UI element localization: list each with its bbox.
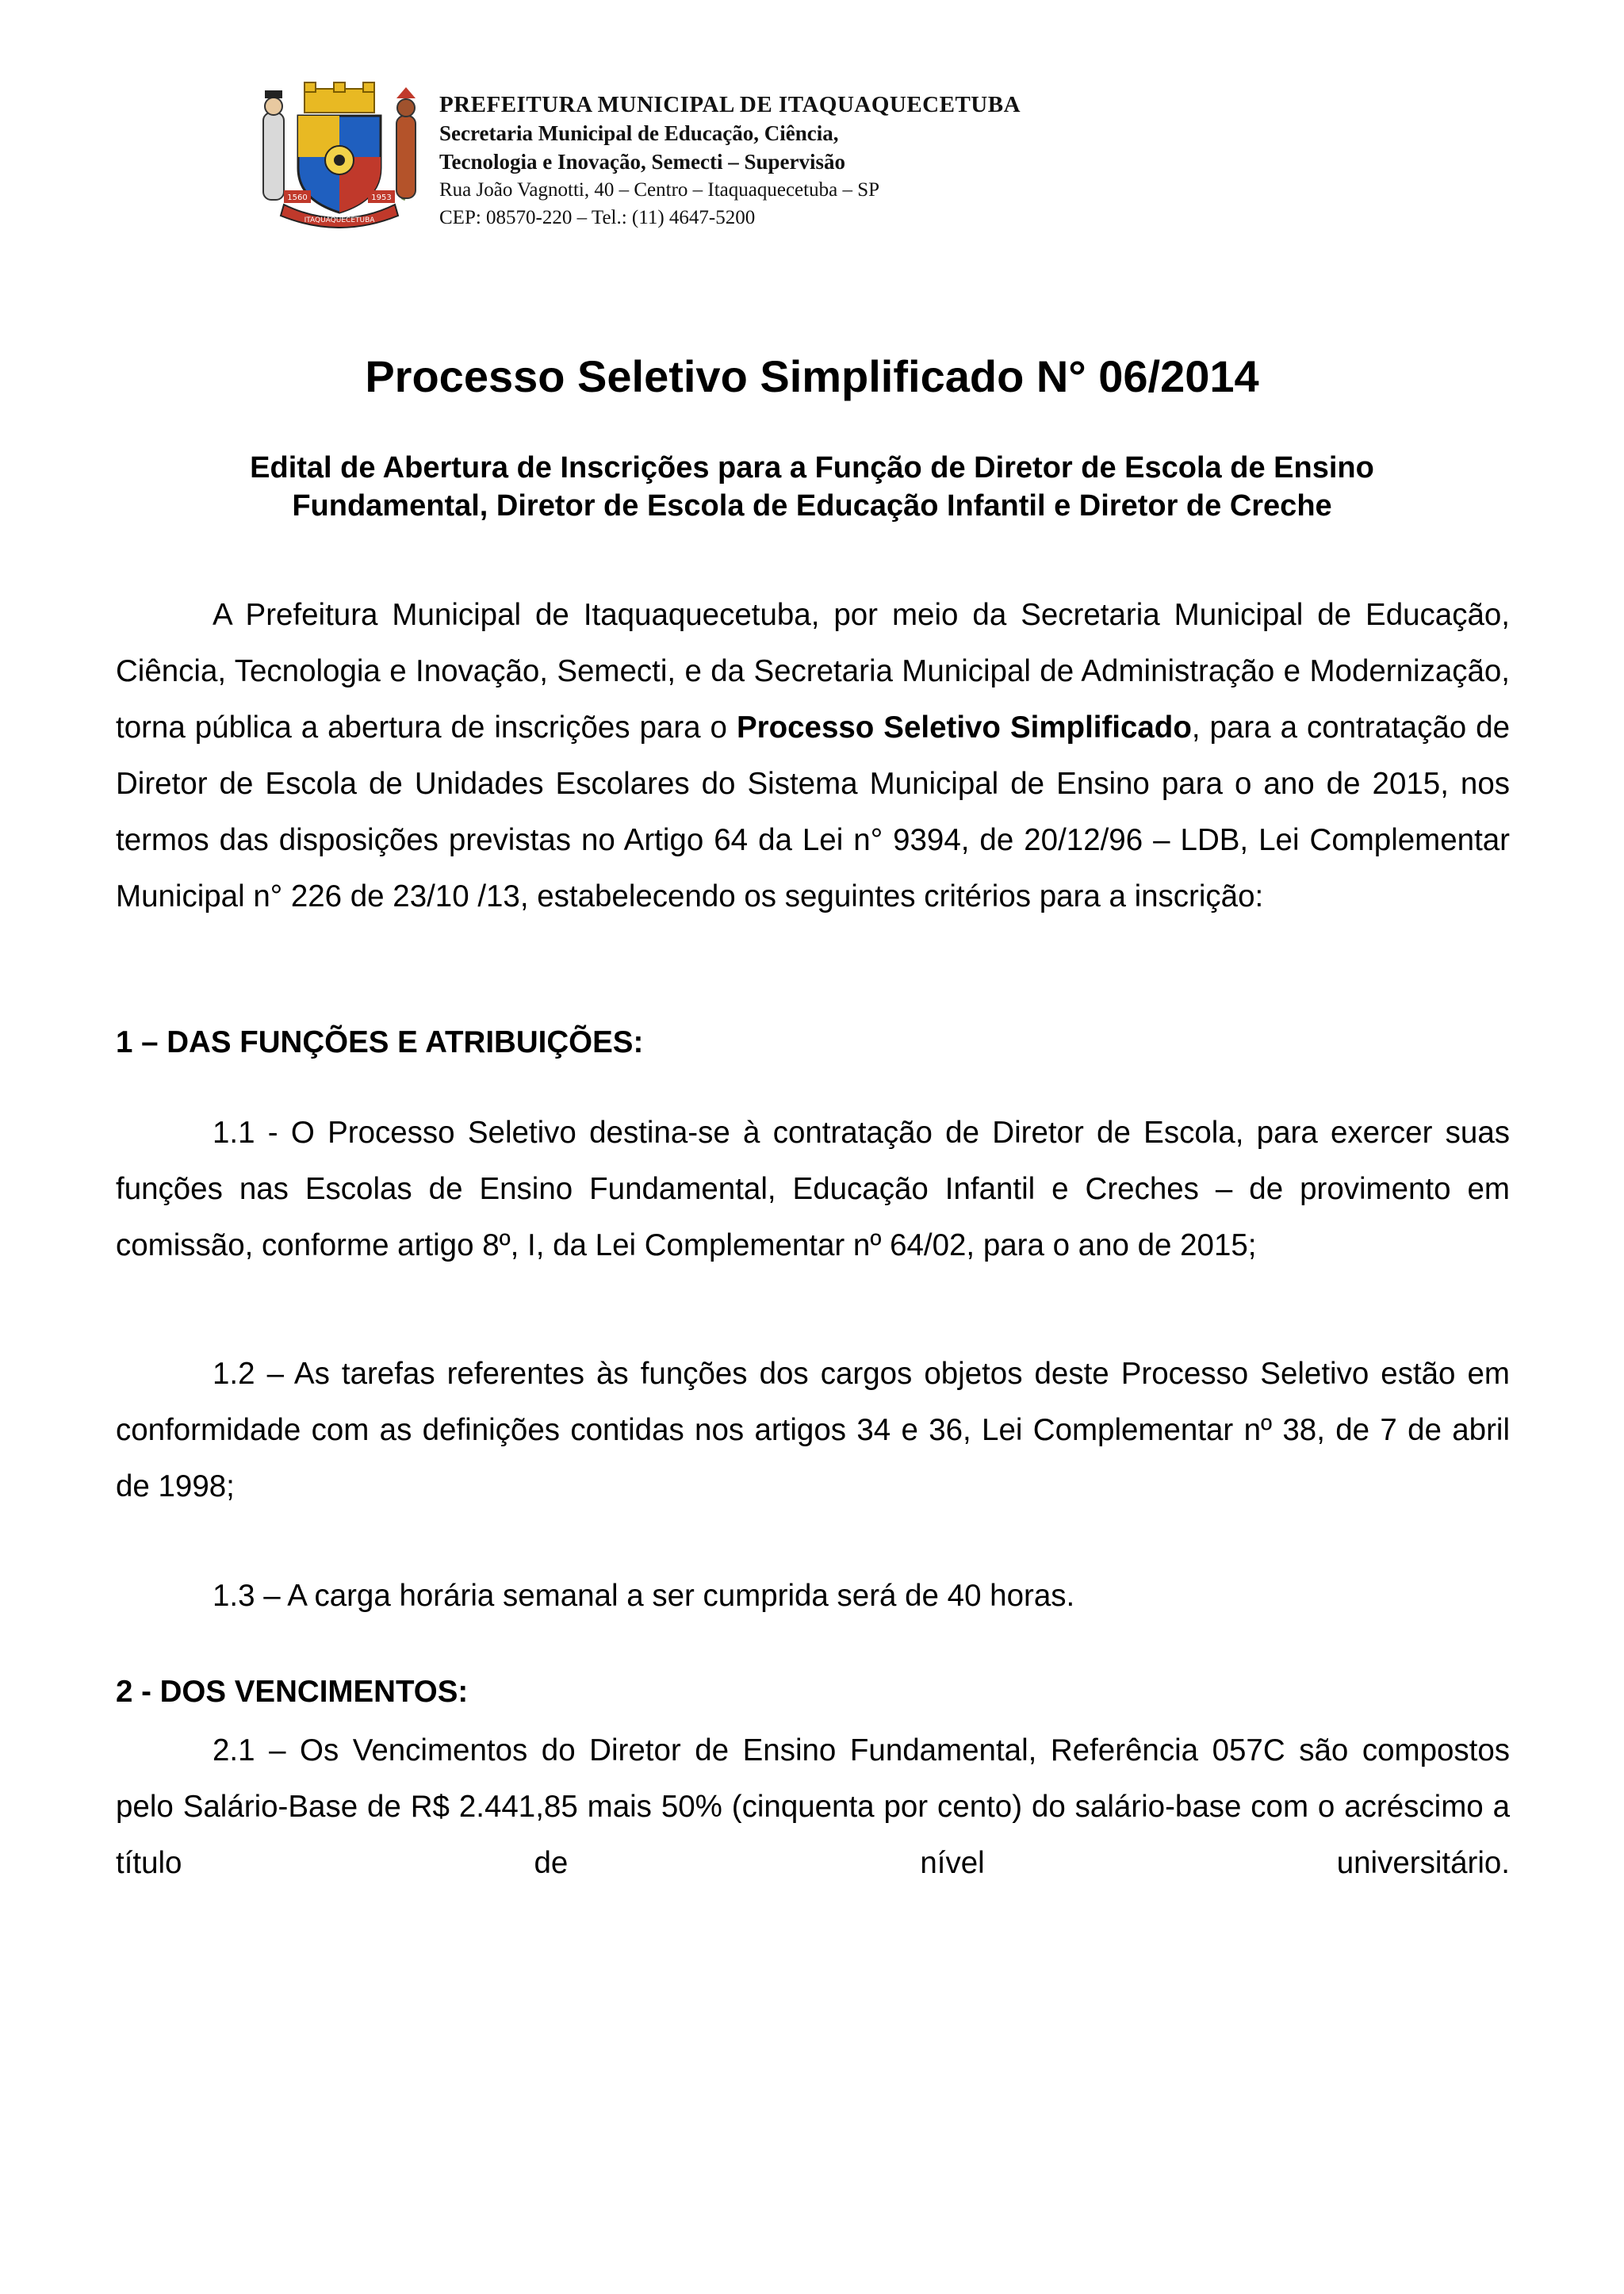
item-1-3: 1.3 – A carga horária semanal a ser cumprida será de 40 horas. (213, 1579, 1075, 1613)
subtitle-line-1: Edital de Abertura de Inscrições para a Função de Diretor de Escola de Ensino (250, 451, 1374, 484)
section-2-heading: 2 - DOS VENCIMENTOS: (116, 1675, 469, 1709)
crest-year-left: 1560 (287, 193, 308, 202)
crest-ribbon-text: ITAQUAQUECETUBA (304, 216, 375, 224)
crest-year-right: 1953 (371, 193, 392, 202)
intro-text-end: , para a contratação de Diretor de Escola de Unidades Escolares do Sistema Municipal de Ensino para o ano de 2015, nos termos das disposições previstas no Artigo 64 da Lei n° 9394, de 20/12/96 – LDB, Lei Complementar Municipal n° 226 de 23/10 /13, estabelecendo os seguintes critérios para a inscrição: (116, 710, 1510, 913)
letterhead (439, 90, 1232, 232)
institution-name: PREFEITURA MUNICIPAL DE ITAQUAQUECETUBA (439, 92, 1021, 117)
intro-text-start: A Prefeitura Municipal de Itaquaquecetuba, por meio da Secretaria Municipal de Educação, Ciência, Tecnologia e Inovação, Semecti, e da Secretaria Municipal de Administração e Modernização, torna pública a abertura de inscrições para o (116, 598, 1510, 745)
address-line: Rua João Vagnotti, 40 – Centro – Itaquaquecetuba – SP (439, 179, 880, 201)
coat-of-arms-icon (252, 81, 427, 228)
section-1-heading: 1 – DAS FUNÇÕES E ATRIBUIÇÕES: (116, 1025, 644, 1059)
item-2-1: 2.1 – Os Vencimentos do Diretor de Ensino Fundamental, Referência 057C são compostos pelo Salário-Base de R$ 2.441,85 mais 50% (cinquenta por cento) do salário-base com o acréscimo a título de nível universitário. (116, 1733, 1510, 1880)
contact-line: CEP: 08570-220 – Tel.: (11) 4647-5200 (439, 207, 756, 228)
item-1-1: 1.1 - O Processo Seletivo destina-se à contratação de Diretor de Escola, para exercer suas funções nas Escolas de Ensino Fundamental, Educação Infantil e Creches – de provimento em comissão, conforme artigo 8º, I, da Lei Complementar nº 64/02, para o ano de 2015; (116, 1116, 1510, 1262)
department-line-1: Secretaria Municipal de Educação, Ciência, (439, 121, 839, 145)
document-subtitle (119, 449, 1505, 525)
intro-bold-text: Processo Seletivo Simplificado (736, 710, 1192, 745)
document-title: Processo Seletivo Simplificado N° 06/2014 (365, 351, 1259, 401)
intro-paragraph (116, 587, 1510, 925)
item-1-2: 1.2 – As tarefas referentes às funções dos cargos objetos deste Processo Seletivo estão em conformidade com as definições contidas nos artigos 34 e 36, Lei Complementar nº 38, de 7 de abril de 1998; (116, 1357, 1510, 1503)
subtitle-line-2: Fundamental, Diretor de Escola de Educação Infantil e Diretor de Creche (292, 489, 1332, 523)
department-line-2: Tecnologia e Inovação, Semecti – Supervisão (439, 150, 845, 174)
